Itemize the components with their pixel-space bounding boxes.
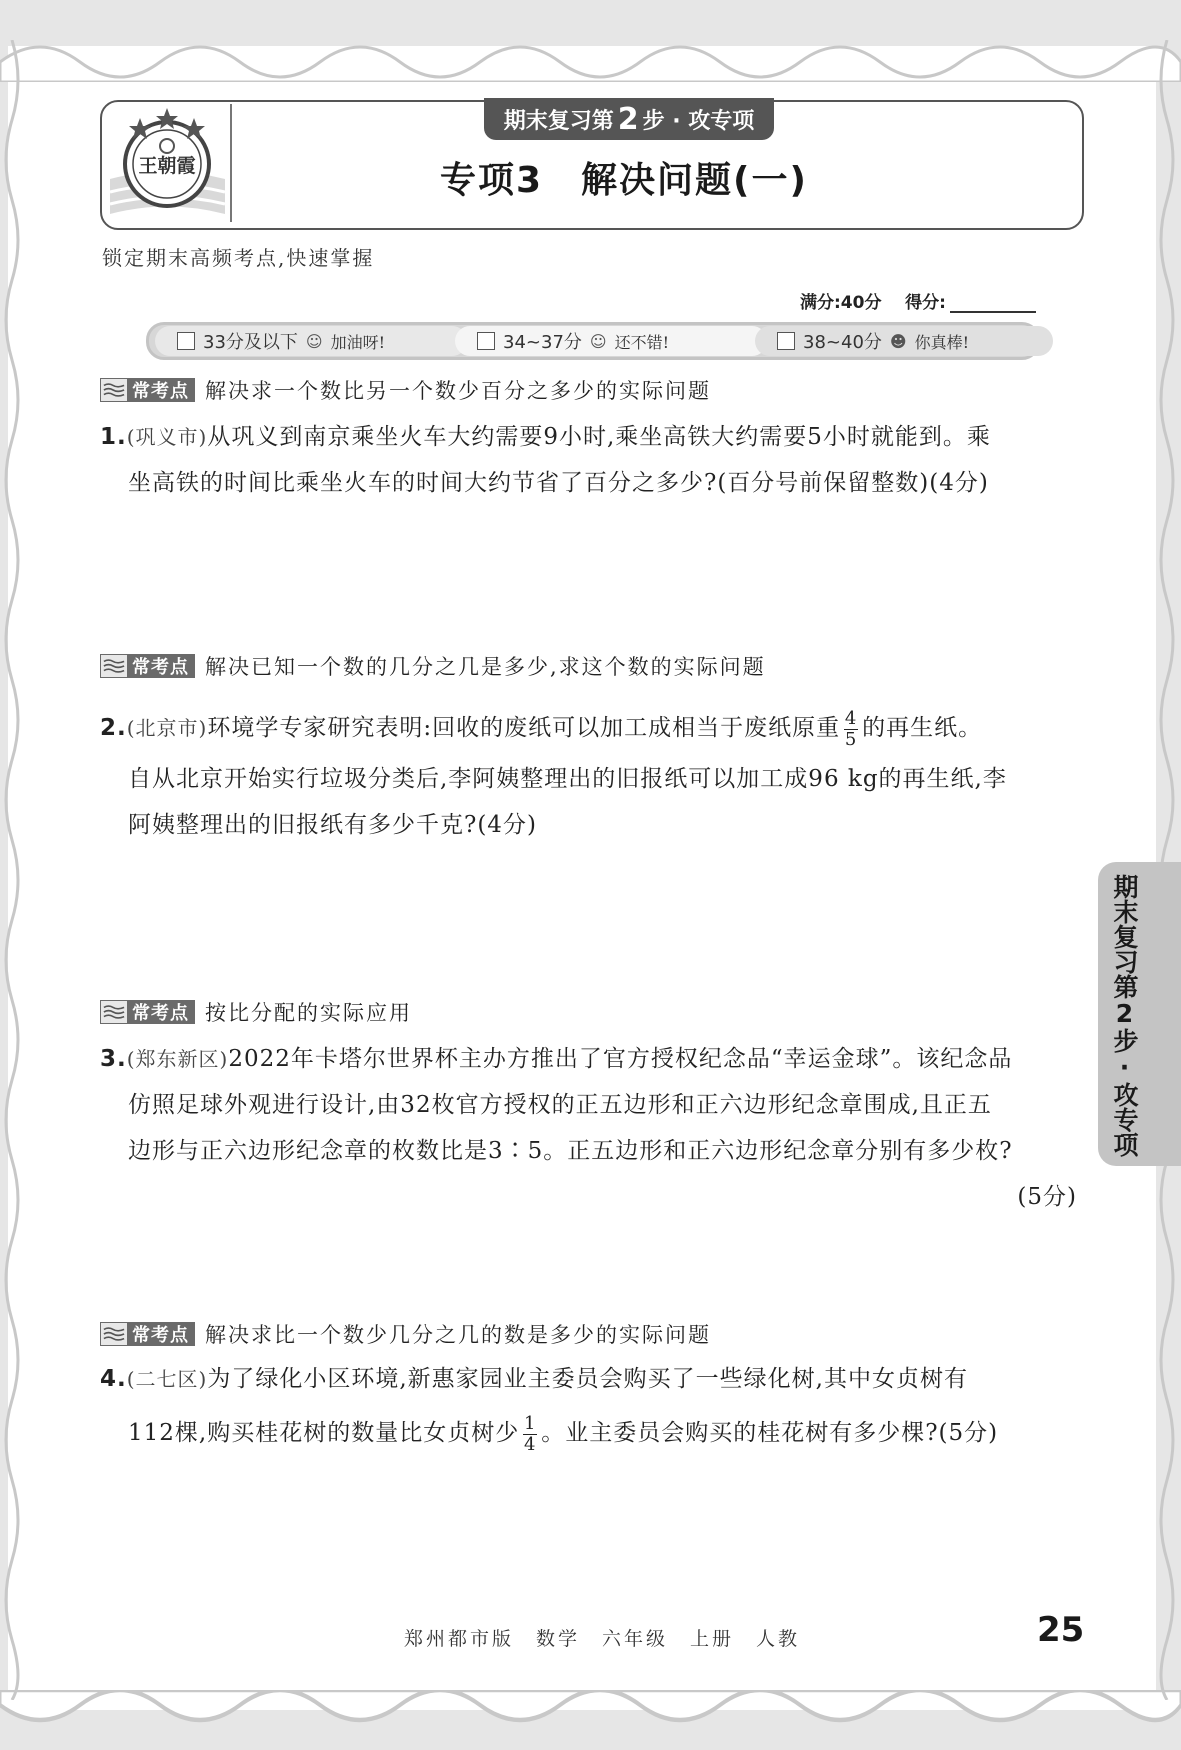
kp-tag [100, 378, 195, 402]
smiley-icon: ☺ [589, 331, 607, 351]
grade-checkbox[interactable] [477, 332, 495, 350]
step-prefix: 期末复习第 [503, 108, 614, 134]
step-tab [484, 98, 774, 140]
knowledge-point-1 [100, 376, 711, 404]
score-line [800, 288, 1036, 313]
grade-range: 33分及以下 [203, 332, 298, 353]
kp-tag [100, 654, 195, 678]
question-text: 为了绿化小区环境,新惠家园业主委员会购买了一些绿化树,其中女贞树有 [207, 1366, 968, 1392]
section-title: 专项3 解决问题(一) [440, 160, 808, 201]
fraction [844, 709, 858, 750]
grade-cheer: 加油呀! [330, 332, 386, 352]
waves-icon [100, 1322, 128, 1346]
side-tab-label: 期末复习第2步·攻专项 [1110, 874, 1139, 1157]
kp-title: 解决已知一个数的几分之几是多少,求这个数的实际问题 [205, 655, 766, 679]
kp-title: 按比分配的实际应用 [205, 1001, 412, 1025]
kp-title: 解决求比一个数少几分之几的数是多少的实际问题 [205, 1323, 711, 1347]
fraction-numerator: 1 [523, 1412, 537, 1434]
publisher-logo [100, 104, 235, 222]
question-text: 的再生纸。 [862, 715, 983, 741]
question-number: 3. [100, 1046, 127, 1072]
kp-tag-label: 常考点 [132, 381, 189, 402]
grade-checkbox[interactable] [177, 332, 195, 350]
question-source: (北京市) [126, 716, 208, 740]
kp-tag [100, 1322, 195, 1346]
question-source: (巩义市) [126, 425, 208, 449]
score-label: 得分: [905, 293, 946, 313]
knowledge-point-2 [100, 652, 766, 680]
question-text: 自从北京开始实行垃圾分类后,李阿姨整理出的旧报纸可以加工成96 kg的再生纸,李 [128, 766, 1007, 792]
grade-bar [146, 322, 1040, 360]
grade-cheer: 还不错! [614, 332, 670, 352]
question-text: 。业主委员会购买的桂花树有多少棵?(5分) [541, 1420, 999, 1446]
grade-option-low[interactable] [155, 326, 467, 356]
question-text: 边形与正六边形纪念章的枚数比是3∶5。正五边形和正六边形纪念章分别有多少枚? [128, 1138, 1013, 1164]
footer-info: 郑州都市版 数学 六年级 上册 人教 [404, 1628, 801, 1650]
knowledge-point-3 [100, 998, 412, 1026]
smiley-icon: ☺ [305, 331, 323, 351]
kp-tag-label: 常考点 [132, 1325, 189, 1346]
question-4 [100, 1356, 1085, 1464]
fraction [523, 1414, 537, 1455]
grade-option-mid[interactable] [455, 326, 767, 356]
question-3 [100, 1036, 1085, 1220]
knowledge-point-4 [100, 1320, 711, 1348]
question-text: 仿照足球外观进行设计,由32枚官方授权的正五边形和正六边形纪念章围成,且正五 [128, 1092, 992, 1118]
question-number: 2. [100, 715, 127, 741]
step-number: 2 [617, 101, 639, 137]
question-number: 4. [100, 1366, 127, 1392]
grade-range: 34~37分 [503, 332, 582, 353]
page-number: 25 [1037, 1610, 1085, 1650]
question-text: 2022年卡塔尔世界杯主办方推出了官方授权纪念品“幸运金球”。该纪念品 [228, 1046, 1013, 1072]
kp-tag-label: 常考点 [132, 1003, 189, 1024]
question-text: 环境学专家研究表明:回收的废纸可以加工成相当于废纸原重 [207, 715, 841, 741]
wavy-top-border [0, 22, 1181, 82]
score-blank[interactable] [950, 295, 1036, 313]
fraction-numerator: 4 [844, 707, 858, 729]
question-text: 112棵,购买桂花树的数量比女贞树少 [128, 1420, 520, 1446]
waves-icon [100, 654, 128, 678]
grade-cheer: 你真棒! [914, 332, 970, 352]
grade-option-high[interactable] [755, 326, 1053, 356]
logo-text: 王朝霞 [138, 155, 196, 177]
waves-icon [100, 378, 128, 402]
wavy-bottom-border [0, 1690, 1181, 1750]
step-suffix: 步 · 攻专项 [642, 108, 755, 134]
fraction-denominator: 5 [844, 728, 858, 750]
question-source: (二七区) [126, 1367, 208, 1391]
grade-range: 38~40分 [803, 332, 882, 353]
kp-tag-label: 常考点 [132, 657, 189, 678]
kp-tag [100, 1000, 195, 1024]
question-score: (5分) [1017, 1184, 1077, 1210]
wavy-left-border [0, 40, 30, 1700]
question-1 [100, 414, 1085, 506]
grade-checkbox[interactable] [777, 332, 795, 350]
question-2 [100, 700, 1085, 848]
kp-title: 解决求一个数比另一个数少百分之多少的实际问题 [205, 379, 711, 403]
page-subtitle: 锁定期末高频考点,快速掌握 [102, 246, 375, 270]
fraction-denominator: 4 [523, 1433, 537, 1455]
question-number: 1. [100, 424, 127, 450]
question-text: 坐高铁的时间比乘坐火车的时间大约节省了百分之多少?(百分号前保留整数)(4分) [128, 470, 989, 496]
logo-divider [230, 104, 232, 222]
full-score: 满分:40分 [800, 293, 882, 313]
question-text: 阿姨整理出的旧报纸有多少千克?(4分) [128, 812, 537, 838]
question-source: (郑东新区) [126, 1047, 229, 1071]
smiley-icon: ☻ [889, 331, 907, 351]
waves-icon [100, 1000, 128, 1024]
question-text: 从巩义到南京乘坐火车大约需要9小时,乘坐高铁大约需要5小时就能到。乘 [207, 424, 991, 450]
